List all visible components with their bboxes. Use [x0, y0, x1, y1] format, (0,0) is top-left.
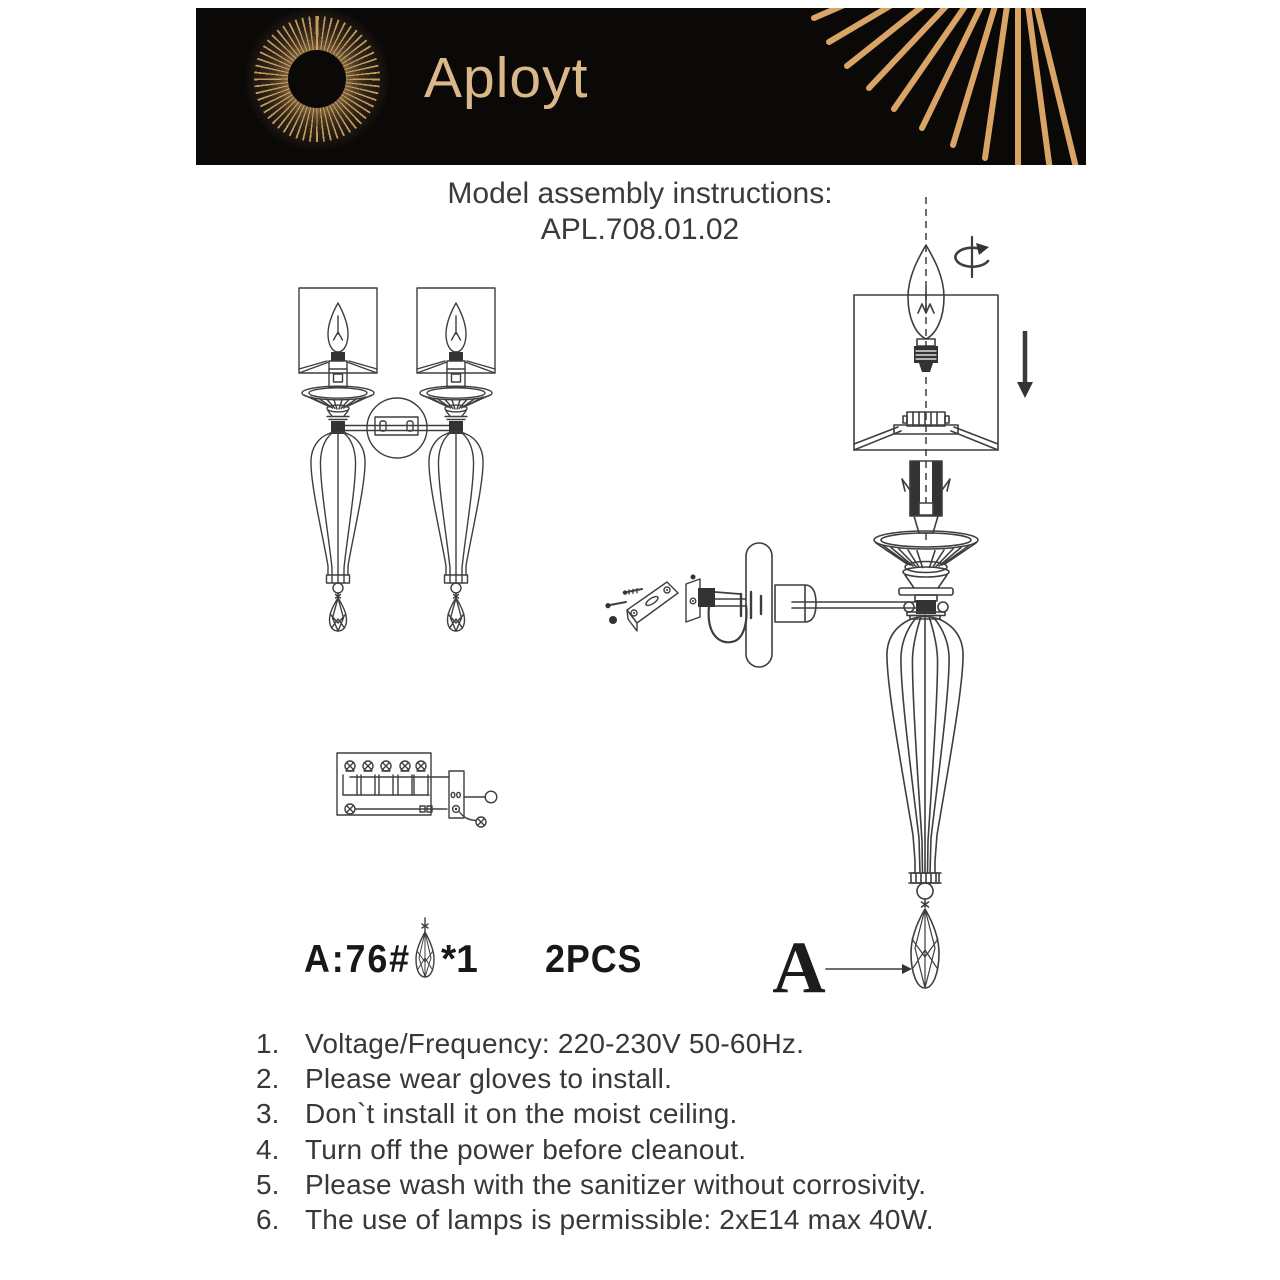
- callout-arrow: [826, 964, 912, 974]
- glass-body: [887, 612, 963, 907]
- instruction-text: Don`t install it on the moist ceiling.: [305, 1098, 738, 1130]
- instruction-number: 6.: [256, 1204, 280, 1236]
- instructions-list: [256, 1026, 1086, 1237]
- rotate-arrow-icon: [955, 237, 989, 277]
- quantity-label: 2PCS: [545, 938, 643, 981]
- instruction-text: Please wash with the sanitizer without corrosivity.: [305, 1168, 927, 1200]
- wiring-diagram: [328, 738, 518, 843]
- model-number: APL.708.01.02: [540, 213, 740, 246]
- instruction-number: 4.: [256, 1133, 280, 1165]
- part-code: A:76#: [304, 938, 411, 981]
- down-arrow-icon: [1017, 331, 1033, 398]
- left-lamp-arm: [299, 288, 377, 631]
- brand-name: Aployt: [424, 46, 589, 110]
- instruction-number: 1.: [256, 1028, 280, 1059]
- two-arm-sconce-diagram: [285, 282, 505, 657]
- bobeche-cup: [874, 531, 978, 601]
- right-lamp-arm: [417, 288, 495, 631]
- wall-mount-canopy: [710, 543, 816, 667]
- exploded-assembly-diagram: [598, 193, 1048, 998]
- instruction-text: Turn off the power before cleanout.: [305, 1133, 747, 1165]
- instruction-number: 5.: [256, 1168, 280, 1200]
- instruction-text: Please wear gloves to install.: [305, 1063, 673, 1095]
- crystal-pendant: [911, 909, 939, 988]
- instruction-row: [256, 1096, 1086, 1131]
- crystal-pendant-icon: [411, 916, 439, 994]
- instruction-row: [256, 1167, 1086, 1202]
- instruction-row: [256, 1061, 1086, 1096]
- brand-banner: [196, 8, 1086, 165]
- candle-bulb: [908, 245, 944, 372]
- mounting-bracket: [605, 575, 746, 643]
- instruction-row: [256, 1132, 1086, 1167]
- callout-letter: A: [772, 927, 826, 998]
- instruction-row: [256, 1026, 1086, 1061]
- instruction-text: Voltage/Frequency: 220-230V 50-60Hz.: [305, 1028, 805, 1059]
- wall-plate: [345, 398, 449, 458]
- instruction-text: The use of lamps is permissible: 2xE14 max 40W.: [305, 1204, 934, 1236]
- part-multiplier: *1: [441, 938, 478, 981]
- instruction-number: 2.: [256, 1063, 280, 1095]
- sunburst-logo-icon: [254, 16, 380, 142]
- instruction-number: 3.: [256, 1098, 280, 1130]
- title-line-1: Model assembly instructions:: [447, 177, 833, 210]
- corner-rays-decoration: [666, 8, 1086, 165]
- instruction-row: [256, 1202, 1086, 1237]
